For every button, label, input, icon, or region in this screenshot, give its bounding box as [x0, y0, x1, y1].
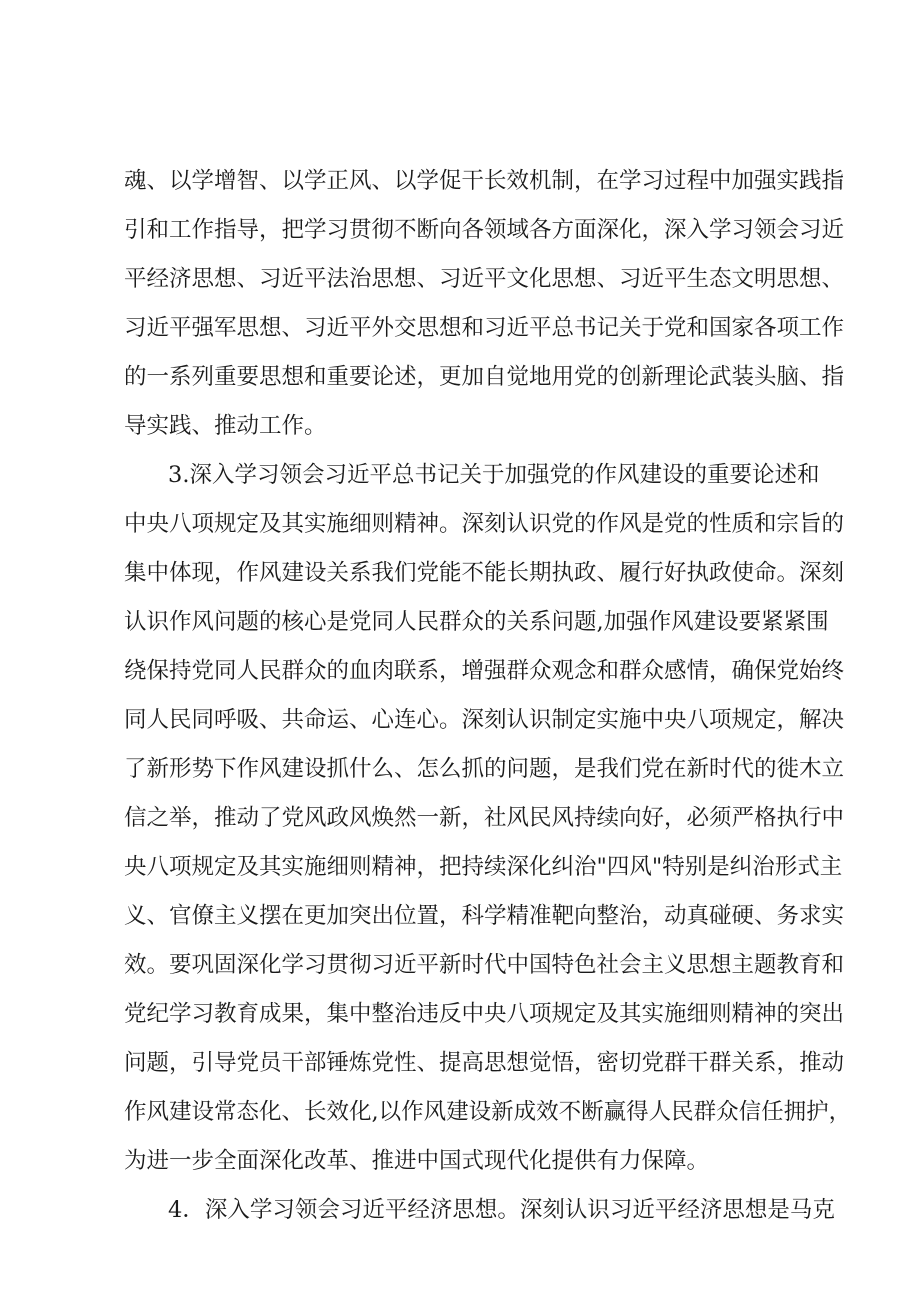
- text-line: 了新形势下作风建设抓什么、怎么抓的问题，是我们党在新时代的徙木立: [124, 756, 845, 782]
- text-line: 导实践、推动工作。: [124, 413, 327, 439]
- text-line: 集中体现，作风建设关系我们党能不能长期执政、履行好执政使命。深刻: [124, 560, 845, 586]
- text-line: 信之举，推动了党风政风焕然一新，社风民风持续向好，必须严格执行中: [124, 805, 845, 831]
- text-line: 习近平强军思想、习近平外交思想和习近平总书记关于党和国家各项工作: [124, 315, 845, 341]
- text-line: 的一系列重要思想和重要论述，更加自觉地用党的创新理论武装头脑、指: [124, 364, 845, 390]
- text-line: 3.深入学习领会习近平总书记关于加强党的作风建设的重要论述和: [168, 462, 820, 488]
- text-line: 平经济思想、习近平法治思想、习近平文化思想、习近平生态文明思想、: [124, 266, 845, 292]
- text-line: 义、官僚主义摆在更加突出位置，科学精准靶向整治，动真碰硬、务求实: [124, 903, 845, 929]
- text-line: 绕保持党同人民群众的血肉联系，增强群众观念和群众感情，确保党始终: [124, 658, 845, 684]
- text-line: 4．深入学习领会习近平经济思想。深刻认识习近平经济思想是马克: [168, 1197, 835, 1223]
- text-line: 魂、以学增智、以学正风、以学促干长效机制，在学习过程中加强实践指: [124, 168, 845, 194]
- text-line: 效。要巩固深化学习贯彻习近平新时代中国特色社会主义思想主题教育和: [124, 952, 845, 978]
- text-line: 问题，引导党员干部锤炼党性、提高思想觉悟，密切党群干群关系，推动: [124, 1050, 845, 1076]
- text-line: 认识作风问题的核心是党同人民群众的关系问题,加强作风建设要紧紧围: [124, 609, 829, 635]
- text-line: 同人民同呼吸、共命运、心连心。深刻认识制定实施中央八项规定，解决: [124, 707, 845, 733]
- text-line: 为进一步全面深化改革、推进中国式现代化提供有力保障。: [124, 1148, 710, 1174]
- text-line: 中央八项规定及其实施细则精神。深刻认识党的作风是党的性质和宗旨的: [124, 511, 845, 537]
- text-line: 作风建设常态化、长效化,以作风建设新成效不断赢得人民群众信任拥护，: [124, 1099, 852, 1125]
- text-line: 央八项规定及其实施细则精神，把持续深化纠治"四风"特别是纠治形式主: [124, 854, 843, 880]
- text-line: 党纪学习教育成果，集中整治违反中央八项规定及其实施细则精神的突出: [124, 1001, 845, 1027]
- text-line: 引和工作指导，把学习贯彻不断向各领域各方面深化，深入学习领会习近: [124, 217, 845, 243]
